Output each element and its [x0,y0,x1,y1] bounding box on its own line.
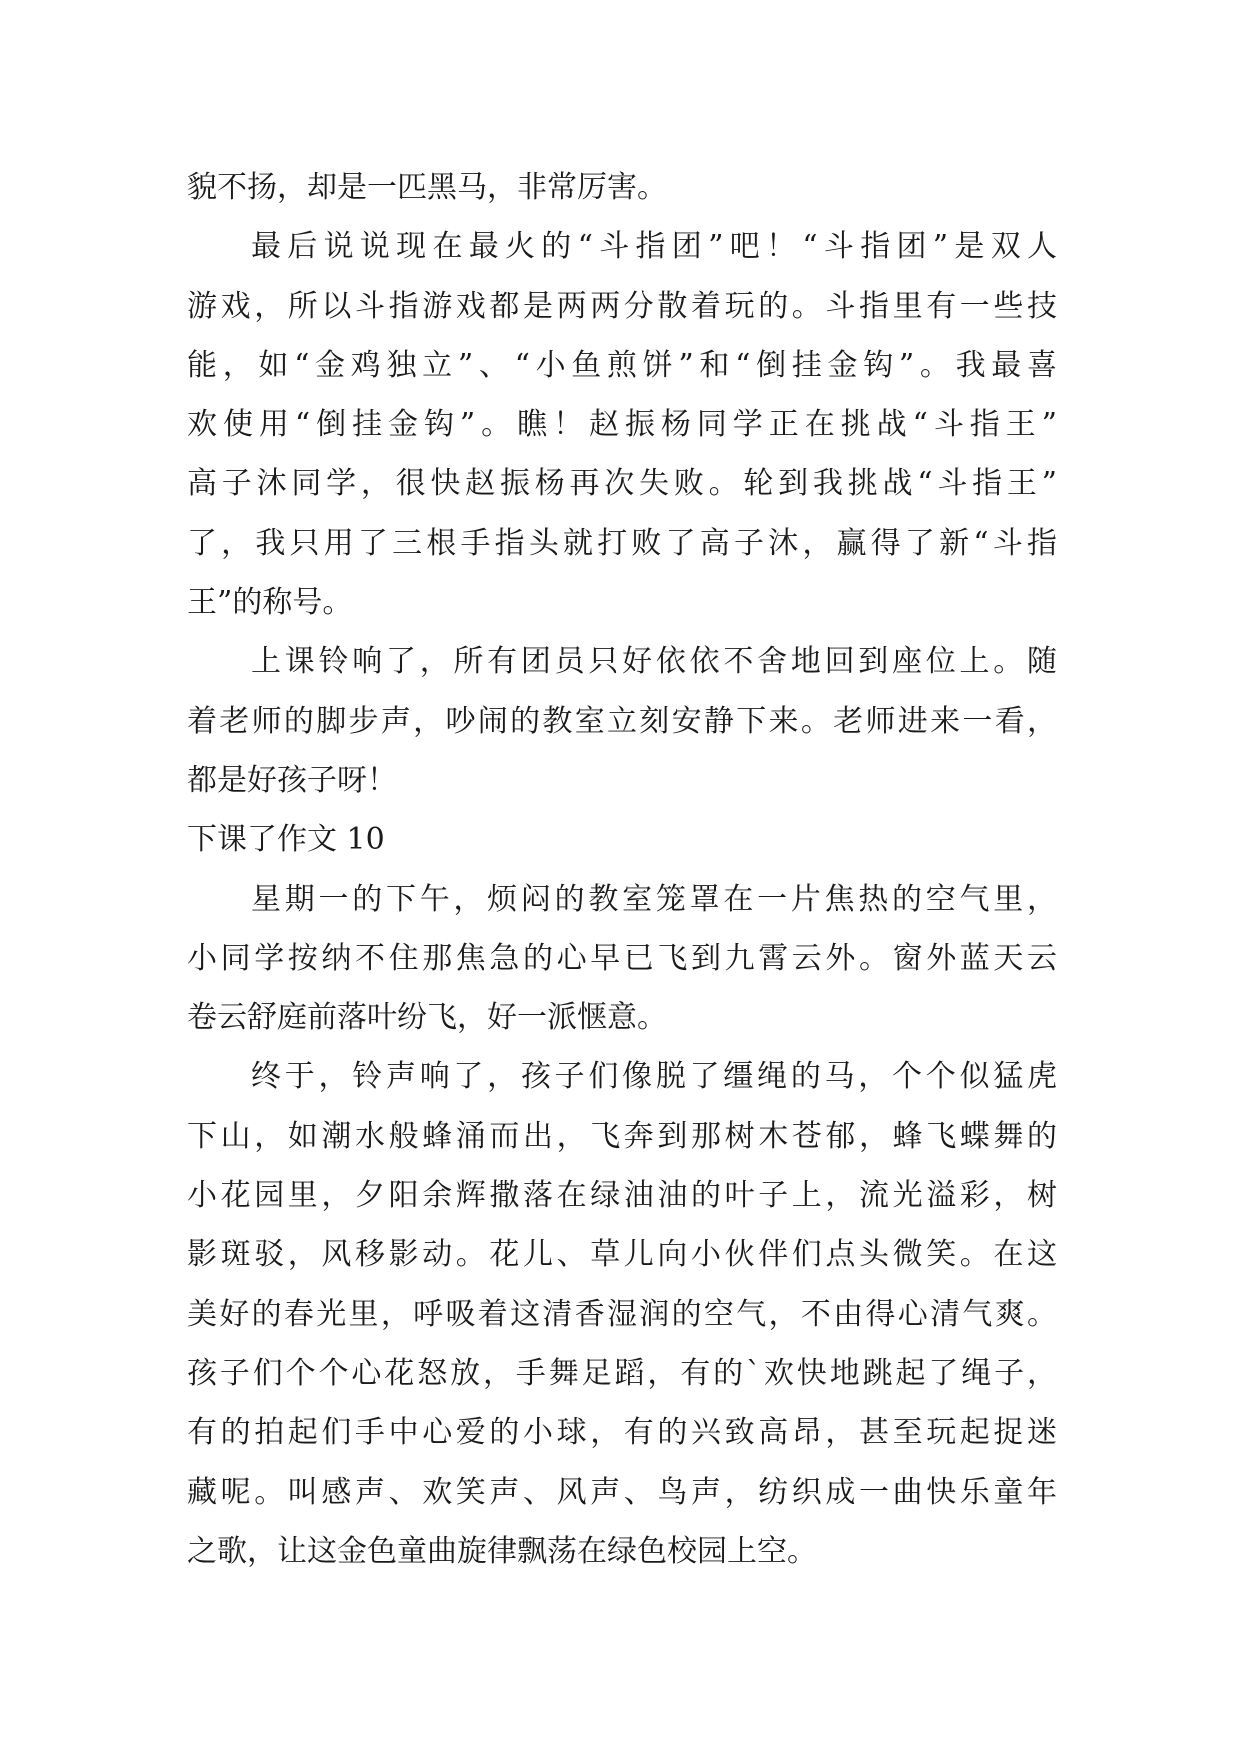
section-heading: 下课了作文 10 [187,822,385,858]
paragraph-first-line: 最后说说现在最火的“斗指团”吧！“斗指团”是双人 [251,229,1057,265]
text-line: 王”的称号。 [187,585,353,621]
paragraph-first-line: 星期一的下午，烦闷的教室笼罩在一片焦热的空气里， [251,881,1057,917]
text-line: 下山，如潮水般蜂涌而出，飞奔到那树木苍郁，蜂飞蝶舞的 [187,1118,1057,1154]
text-line: 貌不扬，却是一匹黑马，非常厉害。 [187,170,667,205]
text-line: 之歌，让这金色童曲旋律飘荡在绿色校园上空。 [187,1533,817,1569]
text-line: 游戏，所以斗指游戏都是两两分散着玩的。斗指里有一些技 [187,288,1057,324]
document-body [187,158,1057,1581]
text-line: 卷云舒庭前落叶纷飞，好一派惬意。 [187,1000,667,1036]
paragraph-first-line: 终于，铃声响了，孩子们像脱了缰绳的马，个个似猛虎 [251,1059,1057,1095]
text-line: 欢使用“倒挂金钩”。瞧！赵振杨同学正在挑战“斗指王” [187,407,1057,443]
text-line: 藏呢。叫感声、欢笑声、风声、鸟声，纺织成一曲快乐童年 [187,1474,1057,1510]
text-line: 小同学按纳不住那焦急的心早已飞到九霄云外。窗外蓝天云 [187,940,1057,976]
text-line: 小花园里，夕阳余辉撒落在绿油油的叶子上，流光溢彩，树 [187,1178,1057,1214]
text-line: 美好的春光里，呼吸着这清香湿润的空气，不由得心清气爽。 [187,1296,1057,1332]
text-line: 高子沐同学，很快赵振杨再次失败。轮到我挑战“斗指王” [187,466,1057,502]
text-line: 影斑驳，风移影动。花儿、草儿向小伙伴们点头微笑。在这 [187,1237,1057,1273]
paragraph-first-line: 上课铃响了，所有团员只好依依不舍地回到座位上。随 [251,644,1057,680]
text-line: 着老师的脚步声，吵闹的教室立刻安静下来。老师进来一看， [187,703,1057,739]
text-line: 孩子们个个心花怒放，手舞足蹈，有的`欢快地跳起了绳子， [187,1355,1057,1391]
text-line: 能，如“金鸡独立”、“小鱼煎饼”和“倒挂金钩”。我最喜 [187,347,1057,383]
text-line: 都是好孩子呀！ [187,762,397,798]
text-line: 了，我只用了三根手指头就打败了高子沐，赢得了新“斗指 [187,525,1057,561]
text-line: 有的拍起们手中心爱的小球，有的兴致高昂，甚至玩起捉迷 [187,1415,1057,1451]
